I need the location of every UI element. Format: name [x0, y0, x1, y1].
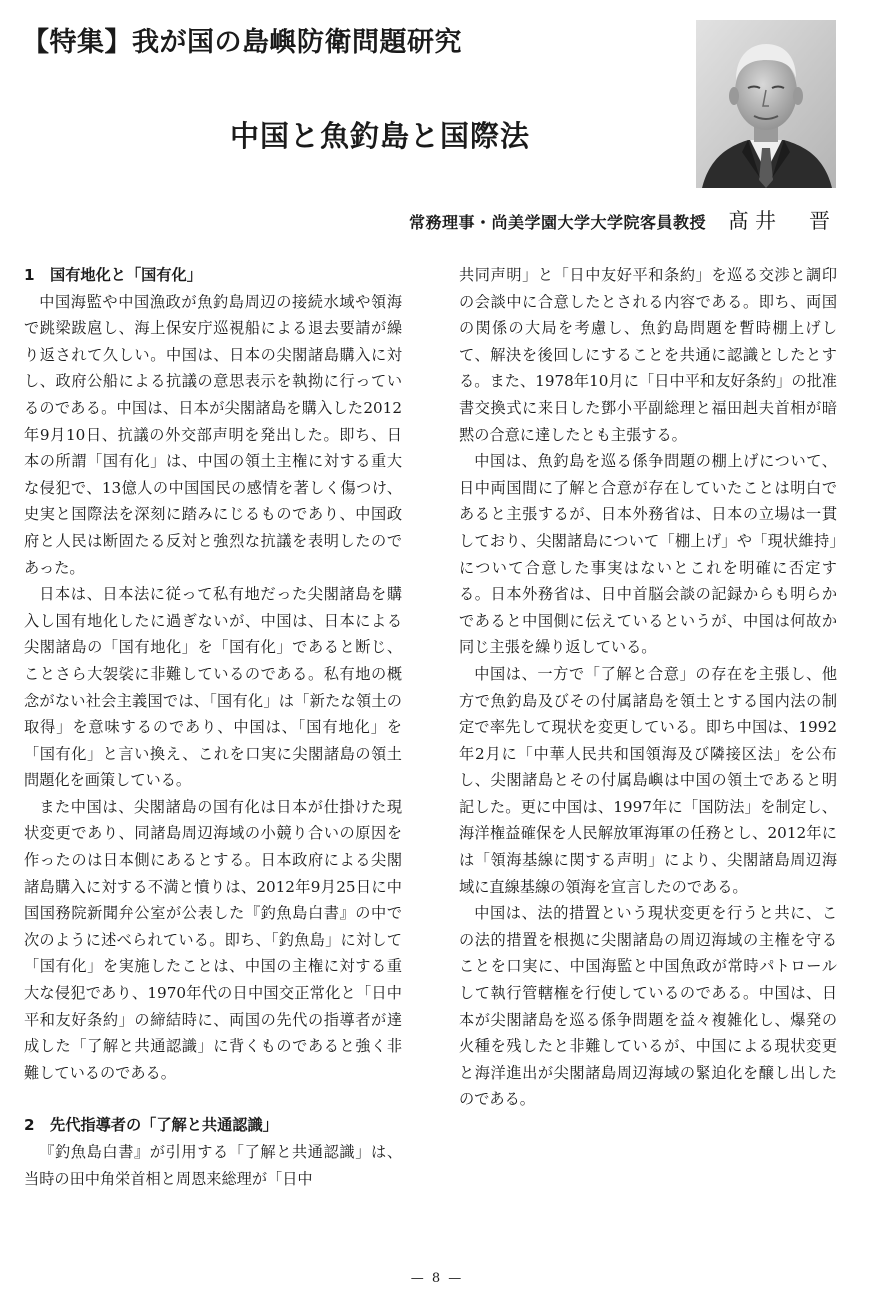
body-paragraph: 中国は、魚釣島を巡る係争問題の棚上げについて、日中両国間に了解と合意が存在していたことは明白であると主張するが、日本外務省は、日本の立場は一貫しており、尖閣諸島について「棚上げ」や「現状維持」について合意した事実はないとこれを明確に否定する。日本外務省は、日中首脳会談の記録からも明らかであると中国側に伝えているというが、中国は何故か同じ主張を繰り返している。: [459, 452, 837, 657]
feature-heading: 【特集】我が国の島嶼防衛問題研究: [22, 27, 462, 58]
body-paragraph: また中国は、尖閣諸島の国有化は日本が仕掛けた現状変更であり、同諸島周辺海域の小競り合いの原因を作ったのは日本側にあるとする。日本政府による尖閣諸島購入に対する不満と憤りは、2012年9月25日に中国国務院新聞弁公室が公表した『釣魚島白書』の中で次のように述べられている。即ち、「釣魚島」に対して「国有化」を実施したことは、中国の主権に対する重大な侵犯であり、1970年代の日中国交正常化と「日中平和友好条約」の締結時に、両国の先代の指導者が達成した「了解と共通認識」に背くものであると強く非難しているのである。: [24, 797, 403, 1082]
body-paragraph: 『釣魚島白書』が引用する「了解と共通認識」は、当時の田中角栄首相と周恩来総理が「日中: [24, 1143, 402, 1188]
section-heading-text: 国有地化と「国有化」: [50, 266, 202, 284]
body-paragraph: 中国は、法的措置という現状変更を行うと共に、この法的措置を根拠に尖閣諸島の周辺海域の主権を守ることを口実に、中国海監と中国魚政が常時パトロールして執行管轄権を行使しているのである。中国は、日本が尖閣諸島を巡る係争問題を益々複雑化し、爆発の火種を残したと非難しているが、中国による現状変更と海洋進出が尖閣諸島周辺海域の緊迫化を醸し出したのである。: [459, 904, 837, 1109]
section-number: 1: [24, 266, 35, 284]
article-title: 中国と魚釣島と国際法: [229, 119, 530, 153]
section-heading-text: 先代指導者の「了解と共通認識」: [50, 1116, 278, 1135]
right-column: [459, 262, 837, 1113]
left-column: [24, 262, 402, 1192]
section-heading: [24, 262, 402, 289]
author-affiliation: 常務理事・尚美学園大学大学院客員教授: [408, 213, 706, 232]
body-paragraph: 日本は、日本法に従って私有地だった尖閣諸島を購入し国有地化したに過ぎないが、中国は、日本による尖閣諸島の「国有地化」を「国有化」であると断じ、ことさら大袈裟に非難しているのである。私有地の概念がない社会主義国では、「国有化」は「新たな領土の取得」を意味するのであり、中国は、「国有地化」を「国有化」と言い換え、これを口実に尖閣諸島の領土問題化を画策している。: [24, 585, 402, 790]
body-paragraph-continued: 共同声明」と「日中友好平和条約」を巡る交渉と調印の会談中に合意したとされる内容である。即ち、両国の関係の大局を考慮し、魚釣島問題を暫時棚上げして、解決を後回しにすることを共通に認識としたとする。また、1978年10月に「日中平和友好条約」の批准書交換式に来日した鄧小平副総理と福田赳夫首相が暗黙の合意に達したとも主張する。: [459, 266, 837, 444]
body-paragraph: 中国海監や中国漁政が魚釣島周辺の接続水域や領海で跳梁跋扈し、海上保安庁巡視船による退去要請が繰り返されて久しい。中国は、日本の尖閣諸島購入に対し、政府公船による抗議の意思表示を執拗に行っているのである。中国は、日本が尖閣諸島を購入した2012年9月10日、抗議の外交部声明を発出した。即ち、日本の所謂「国有化」は、中国の領土主権に対する重大な侵犯で、13億人の中国国民の感情を著しく傷つけ、史実と国際法を深刻に踏みにじるものであり、中国政府と人民は断固たる反対と強烈な抗議を表明したのであった。: [24, 292, 402, 577]
section-number: 2: [24, 1116, 35, 1135]
author-name: 髙井 晋: [728, 209, 836, 233]
byline: [409, 205, 836, 235]
author-portrait: [696, 20, 836, 188]
section-heading: [24, 1112, 402, 1139]
body-paragraph: 中国は、一方で「了解と合意」の存在を主張し、他方で魚釣島及びその付属諸島を領土とする国内法の制定で率先して現状を変更している。即ち中国は、1992年2月に「中華人民共和国領海及び隣接区法」を公布し、尖閣諸島とその付属島嶼は中国の領土であると明記した。更に中国は、1997年に「国防法」を制定し、海洋権益確保を人民解放軍海軍の任務とし、2012年には「領海基線に関する声明」により、尖閣諸島周辺海域に直線基線の領海を宣言したのである。: [459, 664, 838, 896]
page-number: — 8 —: [410, 1271, 464, 1286]
